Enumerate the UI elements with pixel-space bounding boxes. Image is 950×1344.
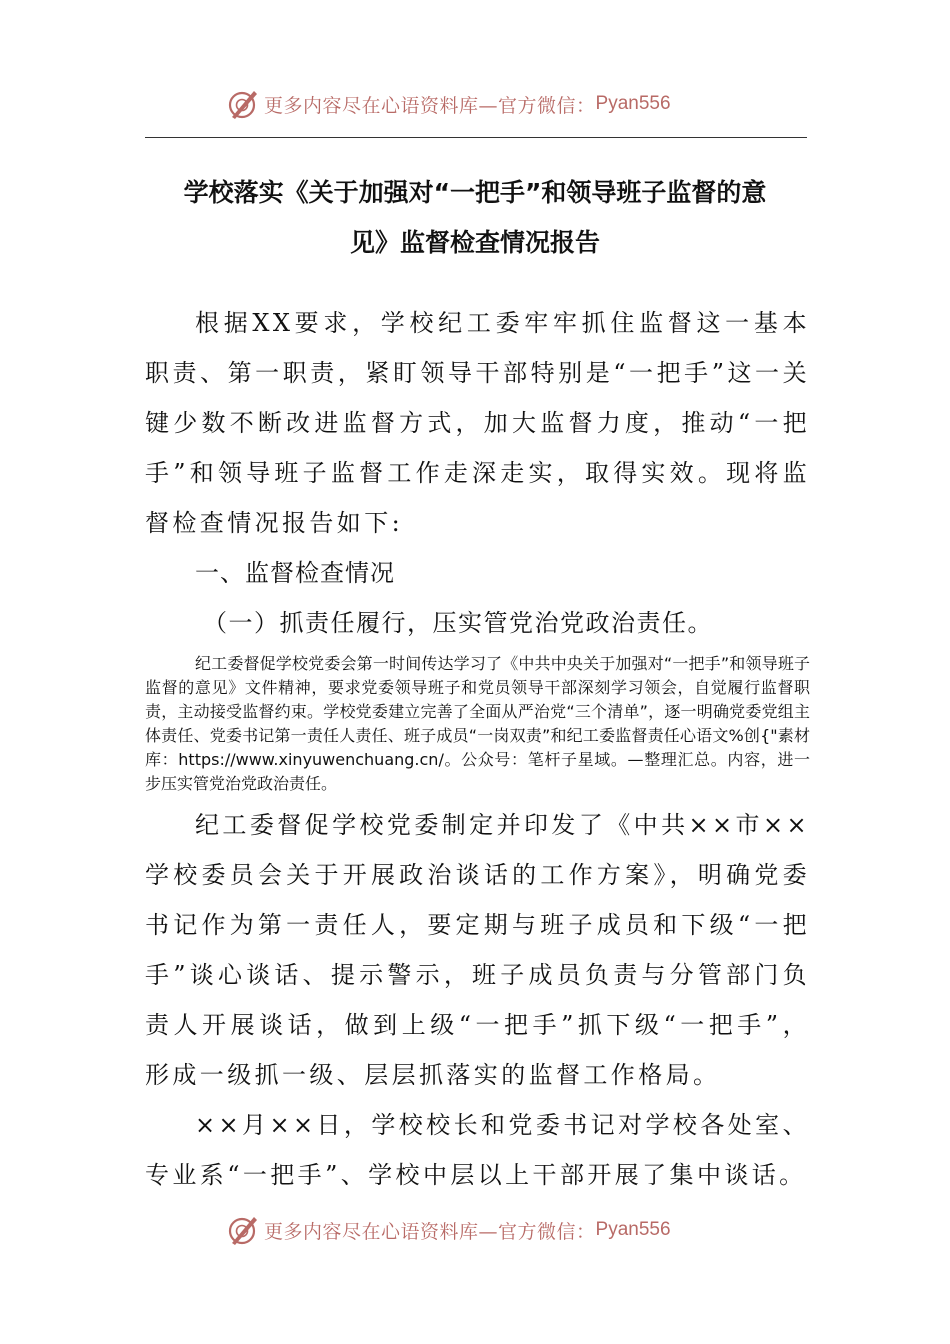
header-divider [145,137,807,138]
document-title-line-2: 见》监督检查情况报告 [349,228,600,257]
footer-watermark [226,1210,671,1250]
watermark-wechat-id: Pyan556 [595,1219,671,1240]
watermark-text: 更多内容尽在心语资料库—官方微信： [264,94,596,117]
document-title-line-1: 学校落实《关于加强对“一把手”和领导班子监督的意 [183,178,767,207]
header-watermark [226,84,671,124]
paragraph-political-talk: 纪工委督促学校党委制定并印发了《中共××市××学校委员会关于开展政治谈话的工作方案》，明确党委书记作为第一责任人，要定期与班子成员和下级“一把手”谈心谈话、提示警示，班子成员负责与分管部门负责人开展谈话，做到上级“一把手”抓下级“一把手”，形成一级抓一级、层层抓落实的监督工作格局。 [145,811,810,1089]
pen-circle-logo-icon [226,87,260,121]
intro-paragraph: 根据XX要求，学校纪工委牢牢抓住监督这一基本职责、第一职责，紧盯领导干部特别是“一把手”这一关键少数不断改进监督方式，加大监督力度，推动“一把手”和领导班子监督工作走深走实，取得实效。现将监督检查情况报告如下: [145,309,810,537]
document-body [145,298,810,1200]
watermark-wechat-id: Pyan556 [595,93,671,114]
section-heading: 一、监督检查情况 [195,559,395,587]
small-paragraph: 纪工委督促学校党委会第一时间传达学习了《中共中央关于加强对“一把手”和领导班子监督的意见》文件精神，要求党委领导班子和党员领导干部深刻学习领会，自觉履行监督职责，主动接受监督约束。学校党委建立完善了全面从严治党“三个清单”，逐一明确党委党组主体责任、党委书记第一责任人责任、班子成员“一岗双责”和纪工委监督责任心语文%创{"素材库：https://www.xinyuwenchuang.cn/。公众号：笔杆子星域。—整理汇总。内容，进一步压实管党治党政治责任。 [145,654,810,793]
document-title [140,168,810,268]
watermark-text: 更多内容尽在心语资料库—官方微信： [264,1220,596,1243]
pen-circle-logo-icon [226,1213,260,1247]
subsection-heading: （一）抓责任履行，压实管党治党政治责任。 [203,609,713,637]
paragraph-concentrated-talk: ××月××日，学校校长和党委书记对学校各处室、专业系“一把手”、学校中层以上干部开展了集中谈话。 [145,1111,810,1189]
